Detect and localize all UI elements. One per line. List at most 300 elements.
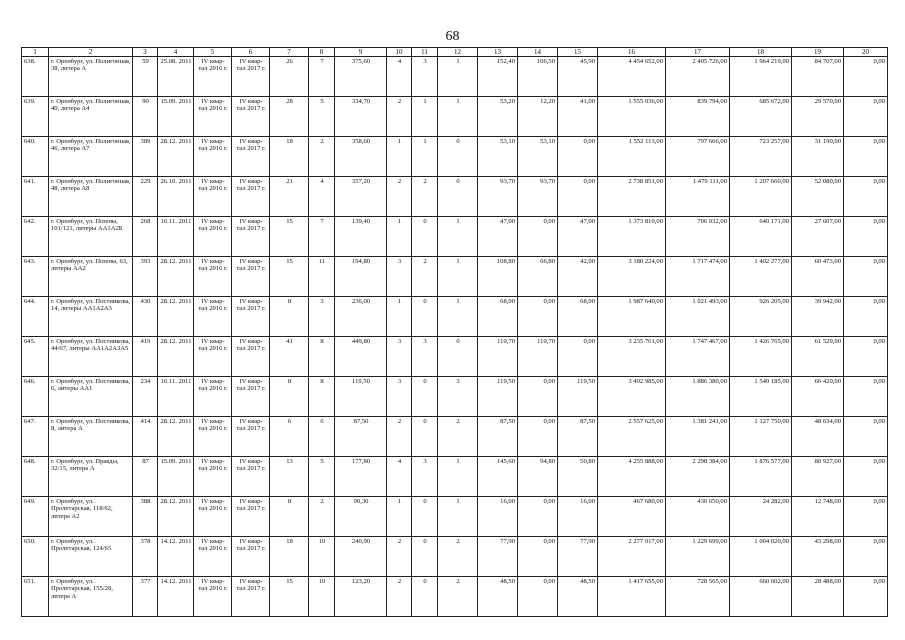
table-cell-col-11: 3 bbox=[412, 457, 438, 497]
table-cell-col-2: г. Оренбург, ул. Постникова, 14, литеры АА1А2А3 bbox=[49, 297, 133, 337]
table-cell-col-11: 2 bbox=[412, 257, 438, 297]
table-cell-col-13: 108,80 bbox=[478, 257, 518, 297]
table-cell-col-2: г. Оренбург, ул. Постникова, 44/67, литеры АА1А2А3А5 bbox=[49, 337, 133, 377]
table-cell-col-4: 14.12. 2011 bbox=[158, 537, 194, 577]
table-cell-col-4: 28.12. 2011 bbox=[158, 257, 194, 297]
table-cell-col-5: IV квар- тал 2016 г. bbox=[194, 537, 232, 577]
table-row bbox=[22, 297, 888, 337]
table-cell-col-7: 8 bbox=[270, 377, 309, 417]
table-cell-col-4: 28.12. 2011 bbox=[158, 297, 194, 337]
table-cell-col-5: IV квар- тал 2016 г. bbox=[194, 217, 232, 257]
table-cell-col-17: 839 794,00 bbox=[666, 97, 730, 137]
table-cell-col-6: IV квар- тал 2017 г. bbox=[232, 297, 270, 337]
table-cell-col-17: 1 229 699,00 bbox=[666, 537, 730, 577]
table-cell-col-4: 28.12. 2011 bbox=[158, 337, 194, 377]
table-cell-col-20: 0,00 bbox=[844, 497, 888, 537]
table-cell-col-19: 29 570,00 bbox=[792, 97, 844, 137]
table-cell-col-3: 393 bbox=[133, 257, 158, 297]
table-cell-col-11: 1 bbox=[412, 137, 438, 177]
table-cell-col-9: 87,50 bbox=[335, 417, 387, 457]
table-cell-col-10: 3 bbox=[387, 337, 412, 377]
column-header-7: 7 bbox=[270, 48, 309, 57]
table-cell-col-1: 640. bbox=[22, 137, 49, 177]
table-cell-col-16: 2 277 017,00 bbox=[598, 537, 666, 577]
table-cell-col-12: 1 bbox=[438, 497, 478, 537]
table-cell-col-20: 0,00 bbox=[844, 377, 888, 417]
table-cell-col-16: 3 492 985,00 bbox=[598, 377, 666, 417]
table-cell-col-19: 61 529,00 bbox=[792, 337, 844, 377]
table-cell-col-17: 1 381 241,00 bbox=[666, 417, 730, 457]
table-cell-col-19: 66 420,00 bbox=[792, 377, 844, 417]
table-cell-col-7: 6 bbox=[270, 417, 309, 457]
table-cell-col-2: г. Оренбург, ул. Постникова, 8, литера А bbox=[49, 417, 133, 457]
table-cell-col-16: 1 987 640,00 bbox=[598, 297, 666, 337]
table-cell-col-6: IV квар- тал 2017 г. bbox=[232, 377, 270, 417]
table-cell-col-16: 467 680,00 bbox=[598, 497, 666, 537]
table-cell-col-4: 10.11. 2011 bbox=[158, 217, 194, 257]
table-row bbox=[22, 377, 888, 417]
table-cell-col-4: 28.12. 2011 bbox=[158, 137, 194, 177]
table-cell-col-1: 644. bbox=[22, 297, 49, 337]
table-cell-col-14: 66,80 bbox=[518, 257, 558, 297]
table-cell-col-9: 240,90 bbox=[335, 537, 387, 577]
column-header-1: 1 bbox=[22, 48, 49, 57]
page-number: 68 bbox=[445, 29, 460, 44]
column-header-16: 16 bbox=[598, 48, 666, 57]
table-cell-col-10: 2 bbox=[387, 97, 412, 137]
table-cell-col-13: 53,10 bbox=[478, 137, 518, 177]
table-cell-col-12: 0 bbox=[438, 177, 478, 217]
table-cell-col-7: 26 bbox=[270, 57, 309, 97]
table-cell-col-20: 0,00 bbox=[844, 137, 888, 177]
table-cell-col-20: 0,00 bbox=[844, 577, 888, 617]
table-cell-col-10: 2 bbox=[387, 177, 412, 217]
table-cell-col-9: 90,30 bbox=[335, 497, 387, 537]
table-body bbox=[22, 48, 888, 617]
table-cell-col-15: 0,00 bbox=[558, 177, 598, 217]
table-cell-col-17: 1 886 380,00 bbox=[666, 377, 730, 417]
table-cell-col-9: 123,20 bbox=[335, 577, 387, 617]
table-cell-col-8: 5 bbox=[309, 457, 335, 497]
table-cell-col-15: 87,50 bbox=[558, 417, 598, 457]
table-cell-col-9: 177,80 bbox=[335, 457, 387, 497]
table-cell-col-6: IV квар- тал 2017 г. bbox=[232, 457, 270, 497]
table-cell-col-16: 1 555 036,00 bbox=[598, 97, 666, 137]
table-cell-col-16: 4 454 652,00 bbox=[598, 57, 666, 97]
table-cell-col-14: 0,00 bbox=[518, 417, 558, 457]
table-cell-col-11: 0 bbox=[412, 537, 438, 577]
table-cell-col-12: 2 bbox=[438, 417, 478, 457]
table-cell-col-17: 430 650,00 bbox=[666, 497, 730, 537]
table-row bbox=[22, 137, 888, 177]
table-cell-col-11: 2 bbox=[412, 177, 438, 217]
table-cell-col-3: 234 bbox=[133, 377, 158, 417]
table-cell-col-20: 0,00 bbox=[844, 417, 888, 457]
table-cell-col-2: г. Оренбург, ул. Правды, 32/15, литера А bbox=[49, 457, 133, 497]
table-cell-col-5: IV квар- тал 2016 г. bbox=[194, 457, 232, 497]
table-cell-col-14: 93,70 bbox=[518, 177, 558, 217]
table-cell-col-9: 236,00 bbox=[335, 297, 387, 337]
table-cell-col-7: 18 bbox=[270, 537, 309, 577]
table-cell-col-16: 3 235 761,00 bbox=[598, 337, 666, 377]
table-cell-col-20: 0,00 bbox=[844, 457, 888, 497]
column-header-17: 17 bbox=[666, 48, 730, 57]
table-cell-col-13: 152,40 bbox=[478, 57, 518, 97]
table-cell-col-6: IV квар- тал 2017 г. bbox=[232, 217, 270, 257]
table-cell-col-8: 2 bbox=[309, 137, 335, 177]
table-cell-col-18: 1 876 577,00 bbox=[730, 457, 792, 497]
table-cell-col-3: 389 bbox=[133, 137, 158, 177]
table-cell-col-1: 641. bbox=[22, 177, 49, 217]
table-cell-col-8: 5 bbox=[309, 97, 335, 137]
table-cell-col-5: IV квар- тал 2016 г. bbox=[194, 417, 232, 457]
table-cell-col-4: 25.08. 2011 bbox=[158, 57, 194, 97]
table-cell-col-4: 28.12. 2011 bbox=[158, 417, 194, 457]
column-header-15: 15 bbox=[558, 48, 598, 57]
table-cell-col-3: 377 bbox=[133, 577, 158, 617]
table-cell-col-12: 1 bbox=[438, 57, 478, 97]
table-cell-col-8: 7 bbox=[309, 57, 335, 97]
table-row bbox=[22, 417, 888, 457]
table-cell-col-12: 3 bbox=[438, 377, 478, 417]
column-header-8: 8 bbox=[309, 48, 335, 57]
table-cell-col-3: 378 bbox=[133, 537, 158, 577]
table-cell-col-4: 15.09. 2011 bbox=[158, 457, 194, 497]
table-row bbox=[22, 217, 888, 257]
table-cell-col-19: 52 080,00 bbox=[792, 177, 844, 217]
table-cell-col-9: 357,20 bbox=[335, 177, 387, 217]
table-cell-col-2: г. Оренбург, ул. Постникова, 6, литеры АА1 bbox=[49, 377, 133, 417]
column-header-11: 11 bbox=[412, 48, 438, 57]
table-row bbox=[22, 537, 888, 577]
table-cell-col-10: 3 bbox=[387, 257, 412, 297]
table-cell-col-18: 1 540 185,00 bbox=[730, 377, 792, 417]
table-cell-col-2: г. Оренбург, ул. Пролетарская, 155/28, литера А bbox=[49, 577, 133, 617]
table-cell-col-20: 0,00 bbox=[844, 217, 888, 257]
table-cell-col-17: 2 405 726,00 bbox=[666, 57, 730, 97]
table-cell-col-16: 2 557 625,00 bbox=[598, 417, 666, 457]
table-cell-col-19: 39 942,00 bbox=[792, 297, 844, 337]
table-cell-col-11: 0 bbox=[412, 417, 438, 457]
table-cell-col-10: 1 bbox=[387, 217, 412, 257]
table-cell-col-13: 48,50 bbox=[478, 577, 518, 617]
table-cell-col-5: IV квар- тал 2016 г. bbox=[194, 137, 232, 177]
table-cell-col-10: 2 bbox=[387, 577, 412, 617]
table-cell-col-14: 0,00 bbox=[518, 217, 558, 257]
table-cell-col-6: IV квар- тал 2017 г. bbox=[232, 97, 270, 137]
table-cell-col-15: 45,90 bbox=[558, 57, 598, 97]
table-cell-col-6: IV квар- тал 2017 г. bbox=[232, 497, 270, 537]
table-cell-col-1: 639. bbox=[22, 97, 49, 137]
table-cell-col-20: 0,00 bbox=[844, 297, 888, 337]
table-cell-col-12: 1 bbox=[438, 297, 478, 337]
table-cell-col-18: 24 282,00 bbox=[730, 497, 792, 537]
table-cell-col-8: 6 bbox=[309, 417, 335, 457]
table-cell-col-7: 8 bbox=[270, 297, 309, 337]
table-cell-col-9: 375,60 bbox=[335, 57, 387, 97]
table-cell-col-13: 68,00 bbox=[478, 297, 518, 337]
table-row bbox=[22, 457, 888, 497]
table-cell-col-17: 2 298 384,00 bbox=[666, 457, 730, 497]
table-cell-col-15: 16,00 bbox=[558, 497, 598, 537]
table-cell-col-1: 642. bbox=[22, 217, 49, 257]
table-cell-col-20: 0,00 bbox=[844, 177, 888, 217]
table-cell-col-14: 106,50 bbox=[518, 57, 558, 97]
table-cell-col-17: 706 032,00 bbox=[666, 217, 730, 257]
table-cell-col-10: 1 bbox=[387, 297, 412, 337]
table-cell-col-13: 47,00 bbox=[478, 217, 518, 257]
table-cell-col-7: 15 bbox=[270, 577, 309, 617]
table-cell-col-9: 358,60 bbox=[335, 137, 387, 177]
table-cell-col-6: IV квар- тал 2017 г. bbox=[232, 337, 270, 377]
column-header-18: 18 bbox=[730, 48, 792, 57]
table-cell-col-2: г. Оренбург, ул. Пролетарская, 124/65 bbox=[49, 537, 133, 577]
column-header-2: 2 bbox=[49, 48, 133, 57]
table-cell-col-10: 2 bbox=[387, 417, 412, 457]
table-row bbox=[22, 177, 888, 217]
table-cell-col-6: IV квар- тал 2017 г. bbox=[232, 57, 270, 97]
table-cell-col-15: 47,00 bbox=[558, 217, 598, 257]
table-cell-col-12: 1 bbox=[438, 457, 478, 497]
table-cell-col-4: 10.11. 2011 bbox=[158, 377, 194, 417]
table-cell-col-19: 27 607,00 bbox=[792, 217, 844, 257]
table-cell-col-18: 723 257,00 bbox=[730, 137, 792, 177]
table-cell-col-16: 3 180 224,00 bbox=[598, 257, 666, 297]
table-row bbox=[22, 337, 888, 377]
table-cell-col-8: 10 bbox=[309, 577, 335, 617]
table-cell-col-13: 77,90 bbox=[478, 537, 518, 577]
table-cell-col-5: IV квар- тал 2016 г. bbox=[194, 57, 232, 97]
table-cell-col-10: 4 bbox=[387, 57, 412, 97]
table-cell-col-3: 414 bbox=[133, 417, 158, 457]
table-cell-col-19: 60 473,00 bbox=[792, 257, 844, 297]
table-cell-col-18: 1 964 219,00 bbox=[730, 57, 792, 97]
table-cell-col-12: 0 bbox=[438, 337, 478, 377]
table-cell-col-13: 145,60 bbox=[478, 457, 518, 497]
column-header-19: 19 bbox=[792, 48, 844, 57]
table-cell-col-8: 8 bbox=[309, 337, 335, 377]
table-cell-col-15: 0,00 bbox=[558, 137, 598, 177]
table-cell-col-8: 10 bbox=[309, 537, 335, 577]
table-cell-col-3: 419 bbox=[133, 337, 158, 377]
table-cell-col-14: 0,00 bbox=[518, 537, 558, 577]
table-cell-col-17: 1 717 474,00 bbox=[666, 257, 730, 297]
table-row bbox=[22, 577, 888, 617]
table-cell-col-10: 2 bbox=[387, 537, 412, 577]
table-cell-col-12: 2 bbox=[438, 577, 478, 617]
table-cell-col-7: 18 bbox=[270, 137, 309, 177]
table-cell-col-1: 647. bbox=[22, 417, 49, 457]
column-header-6: 6 bbox=[232, 48, 270, 57]
table-cell-col-3: 430 bbox=[133, 297, 158, 337]
table-cell-col-7: 8 bbox=[270, 497, 309, 537]
table-row bbox=[22, 497, 888, 537]
table-cell-col-17: 797 666,00 bbox=[666, 137, 730, 177]
table-cell-col-8: 11 bbox=[309, 257, 335, 297]
table-cell-col-7: 15 bbox=[270, 257, 309, 297]
table-cell-col-11: 3 bbox=[412, 337, 438, 377]
table-cell-col-2: г. Оренбург, ул. Полигонная, 40, литера А4 bbox=[49, 97, 133, 137]
table-cell-col-15: 0,00 bbox=[558, 337, 598, 377]
table-cell-col-6: IV квар- тал 2017 г. bbox=[232, 137, 270, 177]
table-cell-col-16: 4 255 888,00 bbox=[598, 457, 666, 497]
table-row bbox=[22, 97, 888, 137]
table-cell-col-19: 80 927,00 bbox=[792, 457, 844, 497]
table-cell-col-6: IV квар- тал 2017 г. bbox=[232, 577, 270, 617]
housing-data-table bbox=[21, 47, 888, 617]
table-cell-col-9: 194,80 bbox=[335, 257, 387, 297]
table-cell-col-3: 229 bbox=[133, 177, 158, 217]
table-cell-col-10: 1 bbox=[387, 137, 412, 177]
table-cell-col-11: 3 bbox=[412, 57, 438, 97]
column-header-4: 4 bbox=[158, 48, 194, 57]
table-cell-col-16: 2 738 851,00 bbox=[598, 177, 666, 217]
table-cell-col-14: 0,00 bbox=[518, 377, 558, 417]
column-header-3: 3 bbox=[133, 48, 158, 57]
table-cell-col-1: 649. bbox=[22, 497, 49, 537]
table-cell-col-14: 110,70 bbox=[518, 337, 558, 377]
table-cell-col-15: 41,00 bbox=[558, 97, 598, 137]
table-cell-col-5: IV квар- тал 2016 г. bbox=[194, 577, 232, 617]
column-number-header bbox=[22, 48, 888, 57]
table-cell-col-20: 0,00 bbox=[844, 57, 888, 97]
table-cell-col-2: г. Оренбург, ул. Пролетарская, 118/62, литера А2 bbox=[49, 497, 133, 537]
table-cell-col-11: 0 bbox=[412, 377, 438, 417]
table-cell-col-13: 119,50 bbox=[478, 377, 518, 417]
table-cell-col-18: 660 602,00 bbox=[730, 577, 792, 617]
table-cell-col-13: 87,50 bbox=[478, 417, 518, 457]
table-cell-col-2: г. Оренбург, ул. Попова, 101/121, литеры АА1А2Б bbox=[49, 217, 133, 257]
table-cell-col-17: 728 565,00 bbox=[666, 577, 730, 617]
table-cell-col-13: 53,20 bbox=[478, 97, 518, 137]
column-header-14: 14 bbox=[518, 48, 558, 57]
table-cell-col-1: 638. bbox=[22, 57, 49, 97]
table-cell-col-3: 87 bbox=[133, 457, 158, 497]
table-cell-col-19: 48 634,00 bbox=[792, 417, 844, 457]
table-cell-col-5: IV квар- тал 2016 г. bbox=[194, 497, 232, 537]
table-cell-col-9: 119,50 bbox=[335, 377, 387, 417]
table-cell-col-18: 1 402 277,00 bbox=[730, 257, 792, 297]
table-cell-col-8: 8 bbox=[309, 377, 335, 417]
table-cell-col-4: 14.12. 2011 bbox=[158, 577, 194, 617]
table-cell-col-3: 268 bbox=[133, 217, 158, 257]
table-cell-col-5: IV квар- тал 2016 г. bbox=[194, 177, 232, 217]
table-cell-col-1: 650. bbox=[22, 537, 49, 577]
table-cell-col-9: 139,40 bbox=[335, 217, 387, 257]
table-cell-col-14: 94,80 bbox=[518, 457, 558, 497]
table-cell-col-20: 0,00 bbox=[844, 257, 888, 297]
table-cell-col-10: 4 bbox=[387, 457, 412, 497]
table-cell-col-5: IV квар- тал 2016 г. bbox=[194, 337, 232, 377]
table-cell-col-18: 1 004 020,00 bbox=[730, 537, 792, 577]
table-cell-col-6: IV квар- тал 2017 г. bbox=[232, 257, 270, 297]
table-cell-col-9: 449,80 bbox=[335, 337, 387, 377]
table-cell-col-18: 926 205,00 bbox=[730, 297, 792, 337]
column-header-5: 5 bbox=[194, 48, 232, 57]
table-cell-col-15: 119,50 bbox=[558, 377, 598, 417]
column-header-20: 20 bbox=[844, 48, 888, 57]
table-cell-col-16: 1 552 113,00 bbox=[598, 137, 666, 177]
table-cell-col-5: IV квар- тал 2016 г. bbox=[194, 297, 232, 337]
table-cell-col-19: 43 298,00 bbox=[792, 537, 844, 577]
table-cell-col-12: 1 bbox=[438, 97, 478, 137]
table-cell-col-11: 0 bbox=[412, 577, 438, 617]
table-cell-col-7: 41 bbox=[270, 337, 309, 377]
table-cell-col-10: 1 bbox=[387, 497, 412, 537]
table-cell-col-11: 0 bbox=[412, 297, 438, 337]
table-cell-col-18: 1 127 750,00 bbox=[730, 417, 792, 457]
table-cell-col-1: 643. bbox=[22, 257, 49, 297]
table-cell-col-19: 84 707,00 bbox=[792, 57, 844, 97]
table-cell-col-7: 13 bbox=[270, 457, 309, 497]
table-cell-col-19: 31 190,00 bbox=[792, 137, 844, 177]
table-cell-col-15: 50,80 bbox=[558, 457, 598, 497]
table-cell-col-20: 0,00 bbox=[844, 337, 888, 377]
table-cell-col-2: г. Оренбург, ул. Полигонная, 46, литера А7 bbox=[49, 137, 133, 177]
table-row bbox=[22, 57, 888, 97]
table-cell-col-11: 0 bbox=[412, 497, 438, 537]
table-cell-col-13: 93,70 bbox=[478, 177, 518, 217]
column-header-9: 9 bbox=[335, 48, 387, 57]
table-cell-col-4: 15.09. 2011 bbox=[158, 97, 194, 137]
table-cell-col-2: г. Оренбург, ул. Полигонная, 48, литера А8 bbox=[49, 177, 133, 217]
table-cell-col-7: 21 bbox=[270, 177, 309, 217]
table-cell-col-14: 0,00 bbox=[518, 577, 558, 617]
table-cell-col-14: 53,10 bbox=[518, 137, 558, 177]
table-cell-col-12: 2 bbox=[438, 537, 478, 577]
table-cell-col-14: 0,00 bbox=[518, 497, 558, 537]
table-cell-col-6: IV квар- тал 2017 г. bbox=[232, 537, 270, 577]
table-cell-col-14: 0,00 bbox=[518, 297, 558, 337]
table-cell-col-13: 110,70 bbox=[478, 337, 518, 377]
table-cell-col-4: 28.12. 2011 bbox=[158, 497, 194, 537]
table-cell-col-3: 388 bbox=[133, 497, 158, 537]
table-cell-col-18: 685 672,00 bbox=[730, 97, 792, 137]
table-cell-col-2: г. Оренбург, ул. Попова, 63, литеры АА2 bbox=[49, 257, 133, 297]
column-header-13: 13 bbox=[478, 48, 518, 57]
table-cell-col-19: 28 488,00 bbox=[792, 577, 844, 617]
column-header-12: 12 bbox=[438, 48, 478, 57]
table-cell-col-13: 16,00 bbox=[478, 497, 518, 537]
table-cell-col-1: 648. bbox=[22, 457, 49, 497]
table-row bbox=[22, 257, 888, 297]
table-cell-col-20: 0,00 bbox=[844, 537, 888, 577]
table-cell-col-15: 68,00 bbox=[558, 297, 598, 337]
table-cell-col-18: 640 171,00 bbox=[730, 217, 792, 257]
table-cell-col-9: 334,70 bbox=[335, 97, 387, 137]
table-cell-col-17: 1 021 493,00 bbox=[666, 297, 730, 337]
table-cell-col-14: 12,20 bbox=[518, 97, 558, 137]
table-cell-col-5: IV квар- тал 2016 г. bbox=[194, 377, 232, 417]
table-cell-col-1: 646. bbox=[22, 377, 49, 417]
table-cell-col-18: 1 426 765,00 bbox=[730, 337, 792, 377]
table-cell-col-15: 77,90 bbox=[558, 537, 598, 577]
table-cell-col-11: 0 bbox=[412, 217, 438, 257]
table-cell-col-17: 1 479 111,00 bbox=[666, 177, 730, 217]
table-cell-col-2: г. Оренбург, ул. Полигонная, 38, литера А bbox=[49, 57, 133, 97]
table-cell-col-6: IV квар- тал 2017 г. bbox=[232, 417, 270, 457]
table-cell-col-4: 26.10. 2011 bbox=[158, 177, 194, 217]
table-cell-col-12: 0 bbox=[438, 137, 478, 177]
table-cell-col-12: 1 bbox=[438, 257, 478, 297]
table-cell-col-7: 15 bbox=[270, 217, 309, 257]
table-cell-col-8: 2 bbox=[309, 497, 335, 537]
table-cell-col-10: 3 bbox=[387, 377, 412, 417]
table-cell-col-19: 12 748,00 bbox=[792, 497, 844, 537]
table-cell-col-3: 59 bbox=[133, 57, 158, 97]
table-cell-col-5: IV квар- тал 2016 г. bbox=[194, 257, 232, 297]
table-cell-col-1: 645. bbox=[22, 337, 49, 377]
